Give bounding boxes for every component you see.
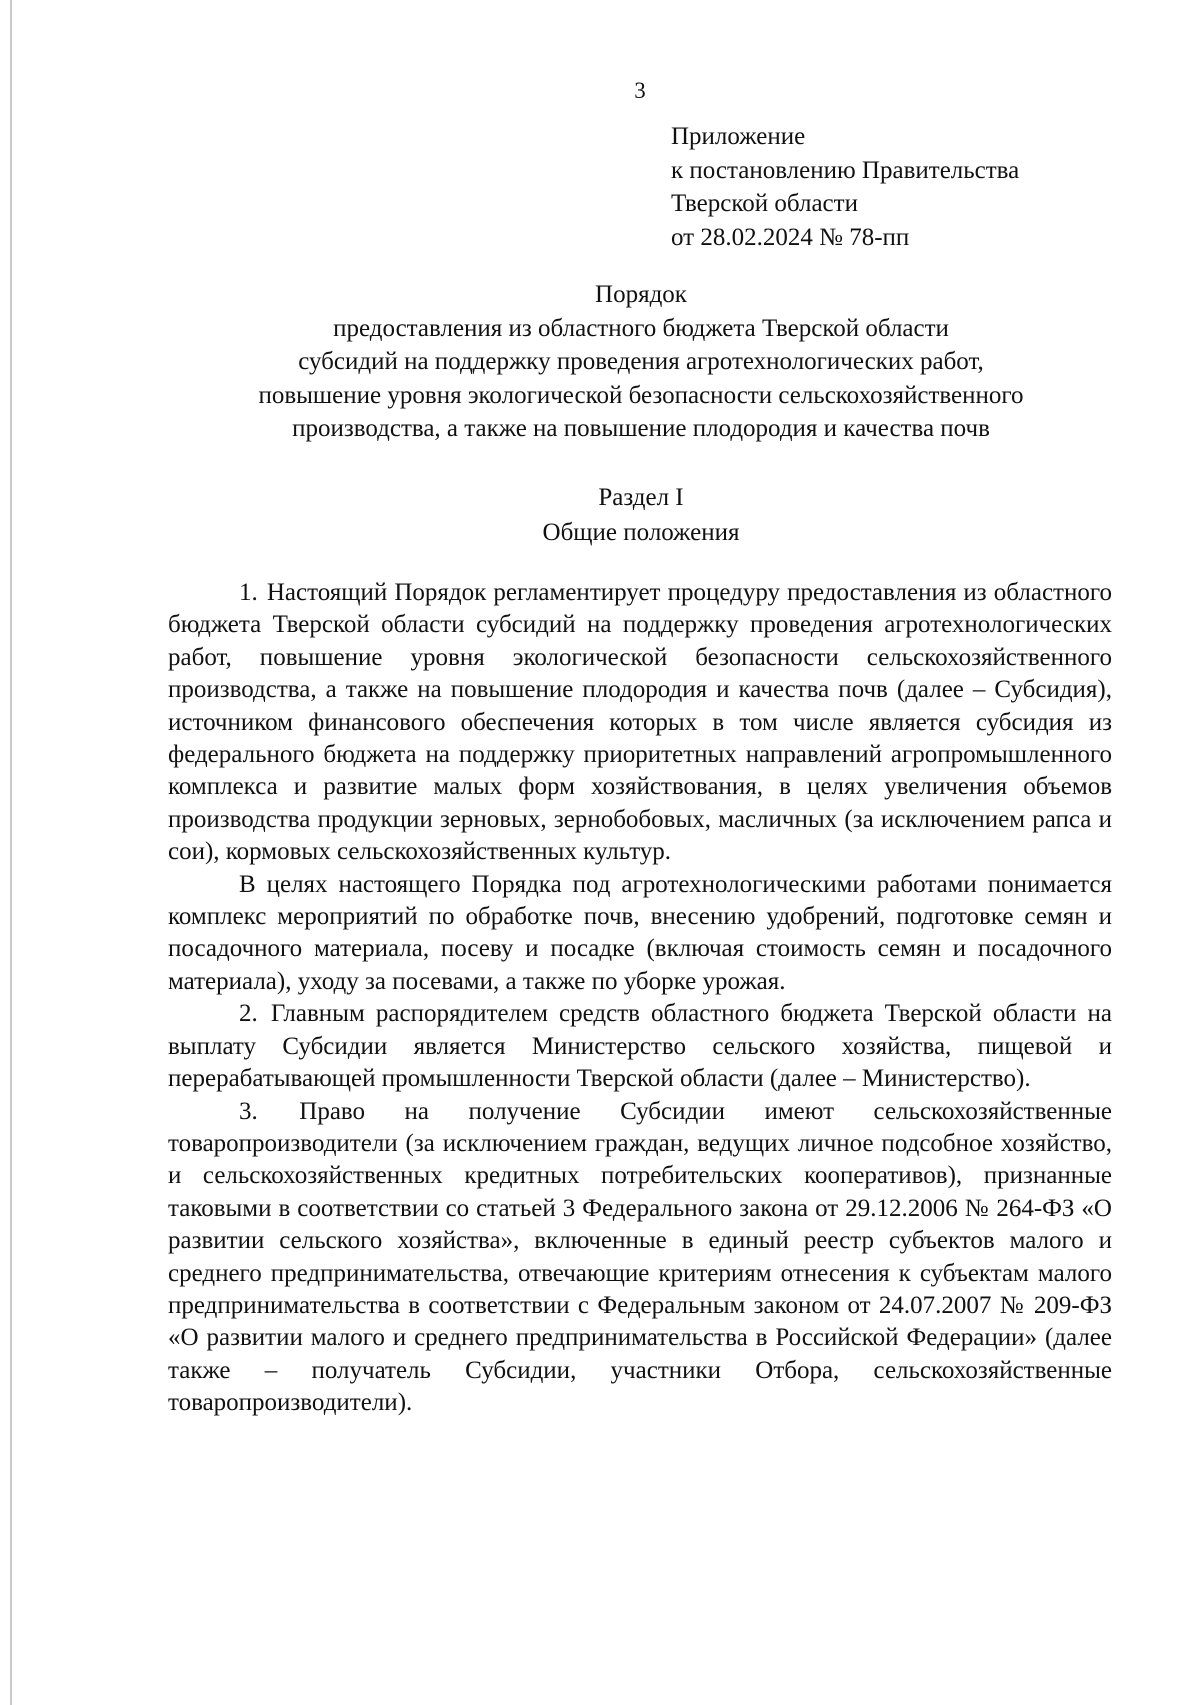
title-line: предоставления из областного бюджета Тверской области: [333, 314, 949, 342]
paragraph-number: 1.: [239, 579, 258, 606]
section-heading: [120, 480, 1162, 550]
section-name: Общие положения: [542, 519, 740, 546]
scan-edge-line: [10, 0, 12, 1705]
appendix-line: к постановлению Правительства: [671, 156, 1020, 184]
paragraph-number: 2.: [239, 1000, 258, 1028]
paragraph-text: Право на получение Субсидии имеют сельскохозяйственные товаропроизводители (за исключением граждан, ведущих личное подсобное хозяйство, и сельскохозяйственных кредитных потребительских кооперативов), признанные таковыми в соответствии со статьей 3 Федерального закона от 29.12.2006 № 264-ФЗ «О развитии сельского хозяйства», включенные в единый реестр субъектов малого и среднего предпринимательства, отвечающие критериям отнесения к субъектам малого предпринимательства в соответствии с Федеральным законом от 24.07.2007 № 209-ФЗ «О развитии малого и среднего предпринимательства в Российской Федерации» (далее также – получатель Субсидии, участники Отбора, сельскохозяйственные товаропроизводители).: [168, 1097, 1113, 1417]
section-number: Раздел I: [598, 484, 684, 511]
paragraph: [168, 577, 1112, 869]
appendix-block: [671, 120, 1019, 254]
paragraph-text: Настоящий Порядок регламентирует процедуру предоставления из областного бюджета Тверской области субсидий на поддержку проведения агротехнологических работ, повышение уровня экологической безопасности сельскохозяйственного производства, а также на повышение плодородия и качества почв (далее – Субсидия), источником финансового обеспечения которых в том числе является субсидия из федерального бюджета на поддержку приоритетных направлений агропромышленного комплекса и развитие малых форм хозяйствования, в целях увеличения объемов производства продукции зерновых, зернобобовых, масличных (за исключением рапса и сои), кормовых сельскохозяйственных культур.: [168, 579, 1112, 866]
page-number: 3: [634, 78, 646, 103]
document-title: [120, 278, 1162, 446]
paragraph: [168, 869, 1112, 999]
title-line: субсидий на поддержку проведения агротехнологических работ,: [298, 348, 984, 375]
paragraph-text: В целях настоящего Порядка под агротехнологическими работами понимается комплекс мероприятий по обработке почв, внесению удобрений, подготовке семян и посадочного материала, посеву и посадке (включая стоимость семян и посадочного материала), уходу за посевами, а также по уборке урожая.: [168, 870, 1112, 995]
appendix-line: Приложение: [671, 123, 806, 150]
paragraph-number: 3.: [239, 1097, 258, 1125]
paragraph: [168, 998, 1112, 1095]
paragraph-text: Главным распорядителем средств областного бюджета Тверской области на выплату Субсидии является Министерство сельского хозяйства, пищевой и перерабатывающей промышленности Тверской области (далее – Министерство).: [168, 1000, 1112, 1093]
appendix-line: Тверской области: [671, 190, 858, 217]
paragraph: [168, 1096, 1112, 1420]
title-line: производства, а также на повышение плодородия и качества почв: [292, 415, 990, 442]
title-line: повышение уровня экологической безопасности сельскохозяйственного: [258, 381, 1024, 409]
title-heading: Порядок: [595, 281, 687, 308]
body-text: [168, 577, 1112, 1420]
appendix-line: от 28.02.2024 № 78-пп: [671, 223, 910, 251]
